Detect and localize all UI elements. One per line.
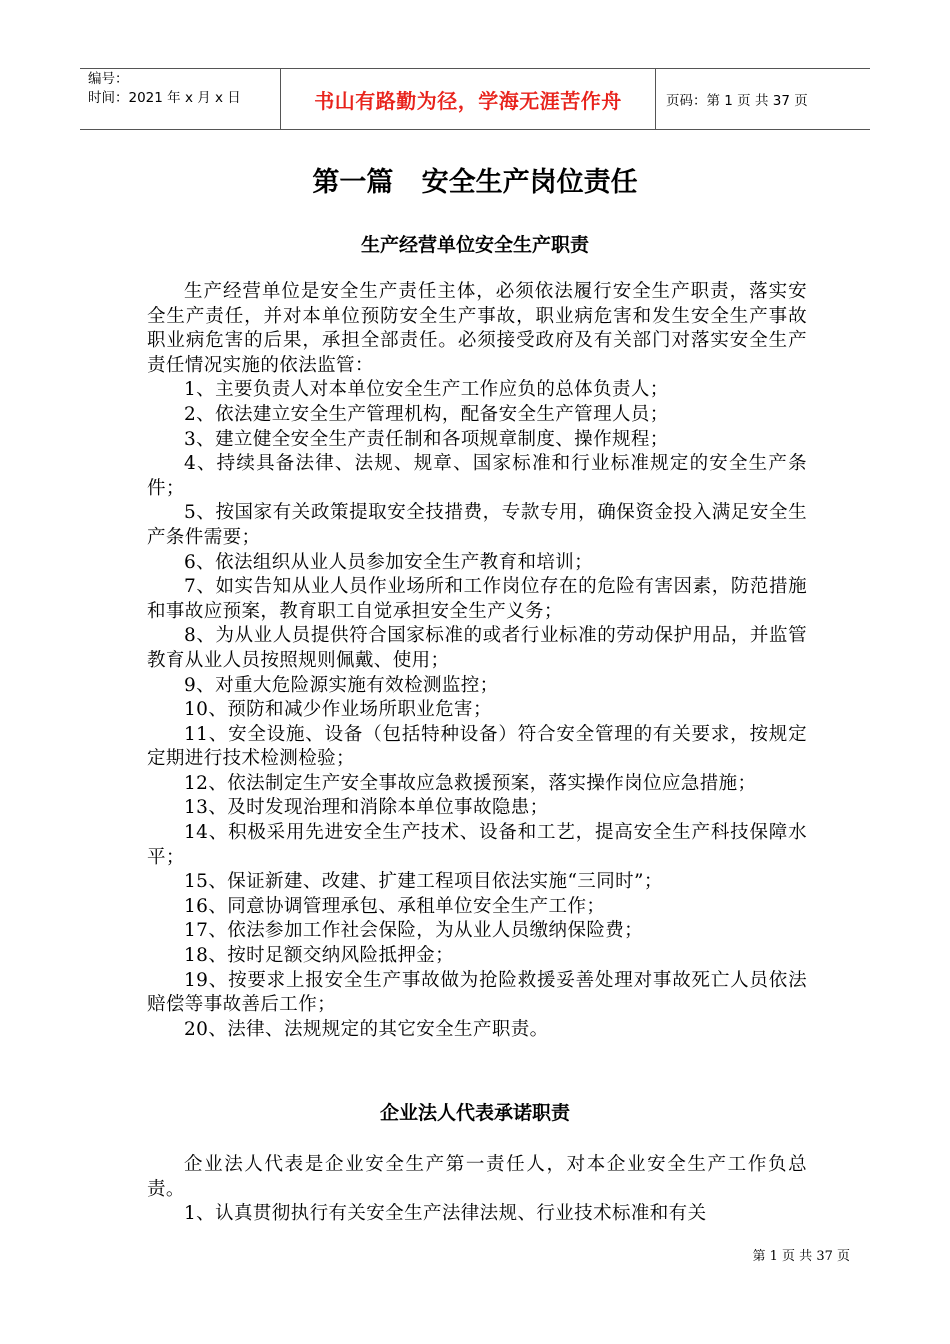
list-item: 10、预防和减少作业场所职业危害； <box>184 699 492 721</box>
list-item: 20、法律、法规规定的其它安全生产职责。 <box>184 1018 549 1040</box>
serial-number: 编号： <box>88 71 129 87</box>
page-footer: 第 1 页 共 37 页 <box>752 1249 850 1264</box>
list-item: 14、积极采用先进安全生产技术、设备和工艺，提高安全生产科技保障水平； <box>147 822 807 868</box>
list-item: 19、按要求上报安全生产事故做为抢险救援妥善处理对事故死亡人员依法赔偿等事故善后工作； <box>147 969 807 1016</box>
list-item: 16、同意协调管理承包、承租单位安全生产工作； <box>184 895 606 917</box>
list-item: 7、如实告知从业人员作业场所和工作岗位存在的危险有害因素，防范措施和事故应预案，教育职工自觉承担安全生产义务； <box>147 576 807 622</box>
header-meta-cell <box>80 69 281 129</box>
motto: 书山有路勤为径，学海无涯苦作舟 <box>281 69 656 129</box>
section-body-legal-rep-duties <box>147 1153 807 1227</box>
list-item: 4、持续具备法律、法规、规章、国家标准和行业标准规定的安全生产条件； <box>147 453 807 499</box>
document-date: 时间：2021 年 x 月 x 日 <box>88 90 241 106</box>
section-heading-legal-rep-duties: 企业法人代表承诺职责 <box>379 1102 570 1124</box>
section-heading-unit-duties: 生产经营单位安全生产职责 <box>360 234 589 256</box>
list-item: 9、对重大危险源实施有效检测监控； <box>184 674 499 696</box>
list-item: 13、及时发现治理和消除本单位事故隐患； <box>184 797 549 819</box>
paragraph: 企业法人代表是企业安全生产第一责任人，对本企业安全生产工作负总责。 <box>147 1154 807 1200</box>
list-item: 2、依法建立安全生产管理机构，配备安全生产管理人员； <box>184 403 669 425</box>
list-item: 17、依法参加工作社会保险，为从业人员缴纳保险费； <box>184 920 644 942</box>
header-table <box>80 68 870 130</box>
list-item: 12、依法制定生产安全事故应急救援预案，落实操作岗位应急措施； <box>184 772 757 794</box>
page-info: 页码：第 1 页 共 37 页 <box>666 93 808 109</box>
paragraph: 生产经营单位是安全生产责任主体，必须依法履行安全生产职责，落实安全生产责任，并对本单位预防安全生产事故，职业病危害和发生安全生产事故职业病危害的后果，承担全部责任。必须接受政府及有关部门对落实安全生产责任情况实施的依法监管： <box>147 281 807 376</box>
list-item: 1、主要负责人对本单位安全生产工作应负的总体负责人； <box>184 379 669 401</box>
list-item: 18、按时足额交纳风险抵押金； <box>184 945 455 967</box>
list-item: 15、保证新建、改建、扩建工程项目依法实施“三同时”； <box>184 871 663 893</box>
section-body-unit-duties <box>147 280 807 1042</box>
list-item: 5、按国家有关政策提取安全技措费，专款专用，确保资金投入满足安全生产条件需要； <box>147 502 807 548</box>
list-item: 1、认真贯彻执行有关安全生产法律法规、行业技术标准和有关 <box>184 1203 707 1225</box>
list-item: 8、为从业人员提供符合国家标准的或者行业标准的劳动保护用品，并监管教育从业人员按照规则佩戴、使用； <box>147 625 807 671</box>
list-item: 11、安全设施、设备（包括特种设备）符合安全管理的有关要求，按规定定期进行技术检测检验； <box>147 723 807 770</box>
page-title: 第一篇 安全生产岗位责任 <box>312 167 638 198</box>
list-item: 3、建立健全安全生产责任制和各项规章制度、操作规程； <box>184 428 669 450</box>
list-item: 6、依法组织从业人员参加安全生产教育和培训； <box>184 551 594 573</box>
